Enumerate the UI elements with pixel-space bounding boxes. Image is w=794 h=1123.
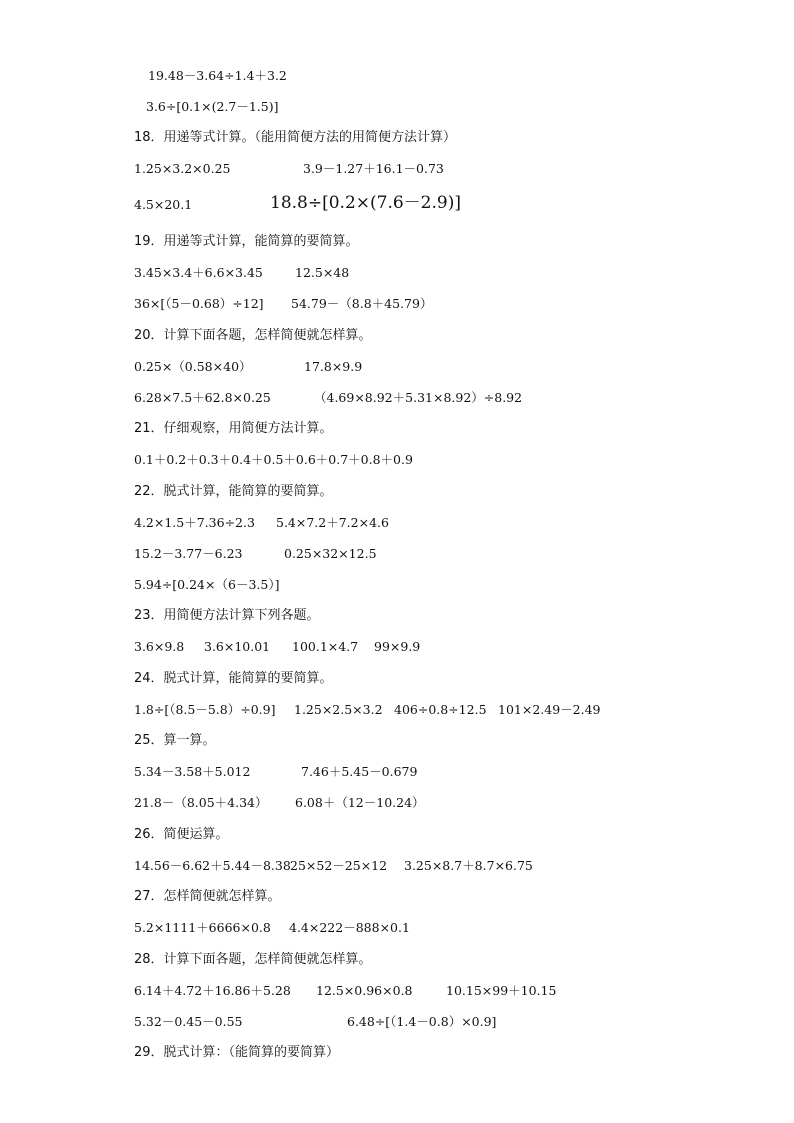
expression: 5.94÷[0.24×（6－3.5）] [134, 577, 280, 592]
question-heading-27: 27．怎样简便就怎样算。 [134, 889, 281, 904]
expression: 5.34－3.58＋5.012 [134, 764, 251, 779]
expression: 0.1＋0.2＋0.3＋0.4＋0.5＋0.6＋0.7＋0.8＋0.9 [134, 452, 413, 467]
expression: 1.25×3.2×0.25 [134, 161, 231, 176]
expression: 6.08＋（12－10.24） [295, 795, 425, 810]
expression: 5.32－0.45－0.55 [134, 1014, 243, 1029]
expression: 12.5×48 [295, 265, 350, 280]
expression: 0.25×（0.58×40） [134, 359, 252, 374]
expression: 1.8÷[（8.5－5.8）÷0.9] [134, 702, 276, 717]
expression: 5.2×1111＋6666×0.8 [134, 920, 271, 935]
question-heading-18: 18．用递等式计算。（能用简便方法的用简便方法计算） [134, 130, 457, 145]
expression: 4.4×222－888×0.1 [289, 920, 410, 935]
question-heading-28: 28．计算下面各题，怎样简便就怎样算。 [134, 952, 372, 967]
expression: 19.48－3.64÷1.4＋3.2 [148, 68, 287, 83]
question-heading-25: 25．算一算。 [134, 733, 216, 748]
expression: 3.9－1.27＋16.1－0.73 [303, 161, 444, 176]
question-heading-26: 26．简便运算。 [134, 827, 229, 842]
expression: （4.69×8.92＋5.31×8.92）÷8.92 [314, 390, 523, 405]
expression: 10.15×99＋10.15 [446, 983, 557, 998]
expression: 100.1×4.7 [292, 639, 359, 654]
expression: 4.5×20.1 [134, 197, 193, 212]
expression: 3.25×8.7＋8.7×6.75 [404, 858, 533, 873]
expression: 21.8－（8.05＋4.34） [134, 795, 268, 810]
question-heading-22: 22．脱式计算，能简算的要简算。 [134, 484, 333, 499]
expression: 54.79－（8.8＋45.79） [291, 296, 433, 311]
expression: 3.6÷[0.1×(2.7－1.5)] [146, 99, 279, 114]
expression: 101×2.49－2.49 [498, 702, 601, 717]
expression: 3.45×3.4＋6.6×3.45 [134, 265, 263, 280]
question-heading-24: 24．脱式计算，能简算的要简算。 [134, 671, 333, 686]
expression: 15.2－3.77－6.23 [134, 546, 243, 561]
expression: 25×52－25×12 [290, 858, 388, 873]
expression: 6.48÷[（1.4－0.8）×0.9] [347, 1014, 497, 1029]
expression: 3.6×10.01 [204, 639, 271, 654]
question-heading-19: 19．用递等式计算，能简算的要简算。 [134, 234, 359, 249]
expression: 406÷0.8÷12.5 [394, 702, 487, 717]
expression: 6.28×7.5＋62.8×0.25 [134, 390, 271, 405]
expression: 4.2×1.5＋7.36÷2.3 [134, 515, 255, 530]
expression: 17.8×9.9 [304, 359, 363, 374]
question-heading-20: 20．计算下面各题，怎样简便就怎样算。 [134, 328, 372, 343]
expression: 12.5×0.96×0.8 [316, 983, 413, 998]
expression: 5.4×7.2＋7.2×4.6 [276, 515, 389, 530]
expression: 18.8÷[0.2×(7.6－2.9)] [270, 193, 461, 213]
expression: 7.46＋5.45－0.679 [301, 764, 418, 779]
expression: 99×9.9 [374, 639, 421, 654]
expression: 36×[（5－0.68）÷12] [134, 296, 264, 311]
question-heading-29: 29．脱式计算：（能简算的要简算） [134, 1045, 340, 1060]
expression: 1.25×2.5×3.2 [294, 702, 383, 717]
expression: 6.14＋4.72＋16.86＋5.28 [134, 983, 291, 998]
expression: 3.6×9.8 [134, 639, 185, 654]
expression: 14.56－6.62＋5.44－8.38 [134, 858, 291, 873]
expression: 0.25×32×12.5 [284, 546, 377, 561]
question-heading-21: 21．仔细观察，用简便方法计算。 [134, 421, 333, 436]
question-heading-23: 23．用简便方法计算下列各题。 [134, 608, 320, 623]
